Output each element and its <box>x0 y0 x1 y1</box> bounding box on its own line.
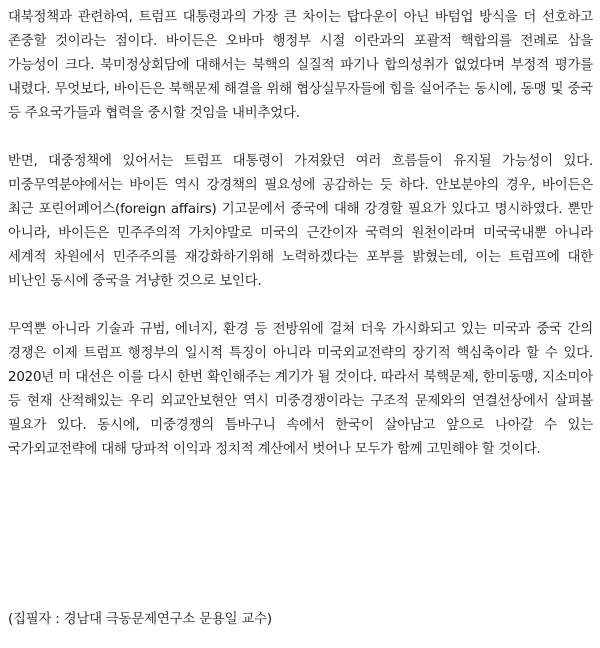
paragraph-north-korea-policy: 대북정책과 관련하여, 트럼프 대통령과의 가장 큰 차이는 탑다운이 아닌 바텀업 방식을 더 선호하고 존중할 것이라는 점이다. 바이든은 오바마 행정부 시절 이란과의 포괄적 핵합의를 전례로 삼을 가능성이 크다. 북미정상회담에 대해서는 북핵의 실질적 파기나 합의성취가 없었다며 부정적 평가를 내렸다. 무엇보다, 바이든은 북핵문제 해결을 위해 협상실무자들에 힘을 실어주는 동시에, 동맹 및 중국 등 주요국가들과 협력을 중시할 것임을 내비추었다. <box>8 10 593 121</box>
article-body <box>8 6 593 462</box>
paragraph-us-china-competition: 무역뿐 아니라 기술과 규범, 에너지, 환경 등 전방위에 걸쳐 더욱 가시화되고 있는 미국과 중국 간의 경쟁은 이제 트럼프 행정부의 일시적 특징이 아니라 미국외교전략의 장기적 핵심축이라 할 수 있다. 2020년 미 대선은 이를 다시 한번 확인해주는 계기가 될 것이다. 따라서 북핵문제, 한미동맹, 지소미아 등 현재 산적해있는 우리 외교안보현안 역시 미중경쟁이라는 구조적 문제와의 연결선상에서 살펴볼 필요가 있다. 동시에, 미중경쟁의 틈바구니 속에서 한국이 살아남고 앞으로 나아갈 수 있는 국가외교전략에 대해 당파적 이익과 정치적 계산에서 벗어나 모두가 함께 고민해야 할 것이다. <box>8 322 593 457</box>
author-byline: (집필자 : 경남대 극동문제연구소 문용일 교수) <box>8 612 272 627</box>
paragraph-china-policy: 반면, 대중정책에 있어서는 트럼프 대통령이 가져왔던 여러 흐름들이 유지될 가능성이 있다. 미중무역분야에서는 바이든 역시 강경책의 필요성에 공감하는 듯 하다. 안보분야의 경우, 바이든은 최근 포린어페어스(foreign affairs) 기고문에서 중국에 대해 강경할 필요가 있다고 명시하였다. 뿐만 아니라, 바이든은 민주주의적 가치야말로 미국의 근간이자 국력의 원천이라며 미국국내뿐 아니라 세계적 차원에서 민주주의를 재강화하기위해 노력하겠다는 포부를 밝혔는데, 이는 트럼프에 대한 비난인 동시에 중국을 겨냥한 것으로 보인다. <box>8 154 593 289</box>
